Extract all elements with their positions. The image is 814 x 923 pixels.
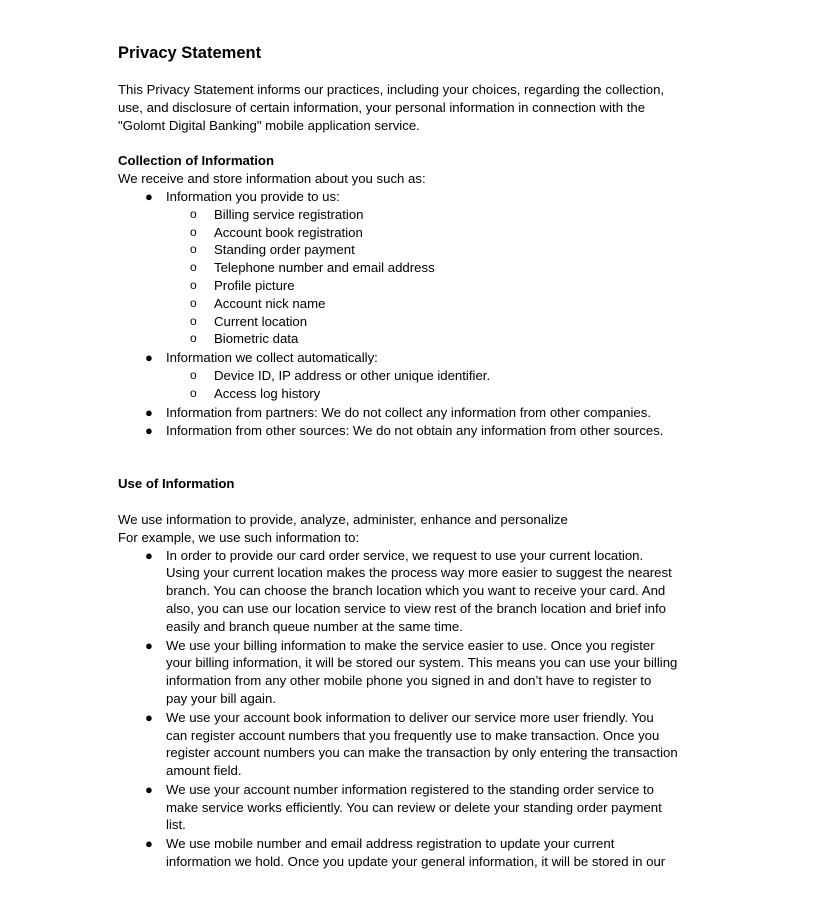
- sub-list-item-label: Access log history: [214, 385, 321, 401]
- list-item: [118, 781, 718, 834]
- sub-list-item: [166, 259, 718, 277]
- bullet-icon: ●: [145, 350, 153, 366]
- collection-lead: We receive and store information about you such as:: [118, 171, 426, 187]
- list-item-line: also, you can use our location service to view rest of the branch location and brief info: [166, 600, 666, 616]
- list-item-line: We use your account number information registered to the standing order service to: [166, 781, 654, 797]
- sub-list-item-label: Account nick name: [214, 295, 326, 311]
- sub-list-item: [166, 206, 718, 224]
- list-item-line: pay your bill again.: [166, 690, 276, 706]
- sub-list-item-label: Billing service registration: [214, 206, 364, 222]
- use-lead: For example, we use such information to:: [118, 529, 360, 545]
- list-item: [118, 709, 718, 780]
- list-item-line: list.: [166, 817, 186, 833]
- circle-bullet-icon: o: [190, 277, 197, 292]
- sub-list-item-label: Biometric data: [214, 331, 299, 347]
- circle-bullet-icon: o: [190, 295, 197, 310]
- sub-list-item: [166, 313, 718, 331]
- sub-list: [166, 367, 718, 403]
- list-item-label: Information from other sources: We do not obtain any information from other sources.: [166, 423, 664, 439]
- sub-list-item-label: Account book registration: [214, 224, 363, 240]
- list-item-label: Information from partners: We do not collect any information from other companies.: [166, 404, 651, 420]
- sub-list-item-label: Current location: [214, 313, 308, 329]
- list-item: [118, 349, 718, 402]
- intro-line: use, and disclosure of certain information, your personal information in connection with the: [118, 99, 646, 115]
- sub-list-item: [166, 241, 718, 259]
- circle-bullet-icon: o: [190, 206, 197, 221]
- list-item-line: branch. You can choose the branch location which you want to receive your card. And: [166, 583, 666, 599]
- bullet-icon: ●: [145, 781, 153, 797]
- list-item-line: your billing information, it will be stored our system. This means you can use your billing: [166, 655, 678, 671]
- sub-list-item: [166, 224, 718, 242]
- list-item: [118, 547, 718, 636]
- bullet-icon: ●: [145, 836, 153, 852]
- bullet-icon: ●: [145, 188, 153, 204]
- sub-list-item-label: Telephone number and email address: [214, 260, 435, 276]
- circle-bullet-icon: o: [190, 331, 197, 346]
- list-item-line: make service works efficiently. You can review or delete your standing order payment: [166, 799, 662, 815]
- sub-list: [166, 206, 718, 348]
- use-lead: We use information to provide, analyze, administer, enhance and personalize: [118, 511, 568, 527]
- list-item: [118, 422, 718, 440]
- list-item-label: Information we collect automatically:: [166, 350, 378, 366]
- sub-list-item: [166, 330, 718, 348]
- circle-bullet-icon: o: [190, 313, 197, 328]
- sub-list-item-label: Standing order payment: [214, 242, 355, 258]
- use-section: [118, 475, 718, 871]
- circle-bullet-icon: o: [190, 260, 197, 275]
- circle-bullet-icon: o: [190, 242, 197, 257]
- list-item-line: Using your current location makes the process way more easier to suggest the nearest: [166, 565, 672, 581]
- collection-list: [118, 188, 718, 440]
- list-item-line: easily and branch queue number at the same time.: [166, 618, 463, 634]
- list-item-label: Information you provide to us:: [166, 188, 340, 204]
- list-item: [118, 835, 718, 871]
- list-item-line: can register account numbers that you frequently use to make transaction. Once you: [166, 727, 660, 743]
- sub-list-item: [166, 367, 718, 385]
- list-item: [118, 404, 718, 422]
- sub-list-item: [166, 295, 718, 313]
- list-item-line: In order to provide our card order service, we request to use your current location.: [166, 547, 644, 563]
- list-item-line: We use your billing information to make the service easier to use. Once you register: [166, 637, 655, 653]
- list-item-line: amount field.: [166, 763, 242, 779]
- sub-list-item-label: Profile picture: [214, 277, 295, 293]
- sub-list-item-label: Device ID, IP address or other unique identifier.: [214, 367, 491, 383]
- use-heading: Use of Information: [118, 476, 235, 492]
- circle-bullet-icon: o: [190, 367, 197, 382]
- intro-line: This Privacy Statement informs our practices, including your choices, regarding the collection,: [118, 82, 665, 97]
- bullet-icon: ●: [145, 709, 153, 725]
- list-item-line: information we hold. Once you update your general information, it will be stored in our: [166, 854, 666, 870]
- list-item-line: information from any other mobile phone you signed in and don’t have to register to: [166, 673, 652, 689]
- intro-paragraph: [118, 81, 718, 134]
- sub-list-item: [166, 385, 718, 403]
- use-list: [118, 547, 718, 871]
- list-item: [118, 637, 718, 708]
- list-item-line: We use mobile number and email address registration to update your current: [166, 836, 615, 852]
- list-item: [118, 188, 718, 348]
- intro-line: "Golomt Digital Banking" mobile application service.: [118, 117, 420, 133]
- bullet-icon: ●: [145, 423, 153, 439]
- bullet-icon: ●: [145, 404, 153, 420]
- collection-heading: Collection of Information: [118, 153, 275, 169]
- circle-bullet-icon: o: [190, 385, 197, 400]
- list-item-line: We use your account book information to deliver our service more user friendly. You: [166, 709, 654, 725]
- collection-section: [118, 152, 718, 440]
- list-item-line: register account numbers you can make the transaction by only entering the transaction: [166, 745, 678, 761]
- document-page: [118, 42, 718, 872]
- circle-bullet-icon: o: [190, 224, 197, 239]
- bullet-icon: ●: [145, 547, 153, 563]
- page-title: Privacy Statement: [118, 44, 262, 62]
- sub-list-item: [166, 277, 718, 295]
- bullet-icon: ●: [145, 637, 153, 653]
